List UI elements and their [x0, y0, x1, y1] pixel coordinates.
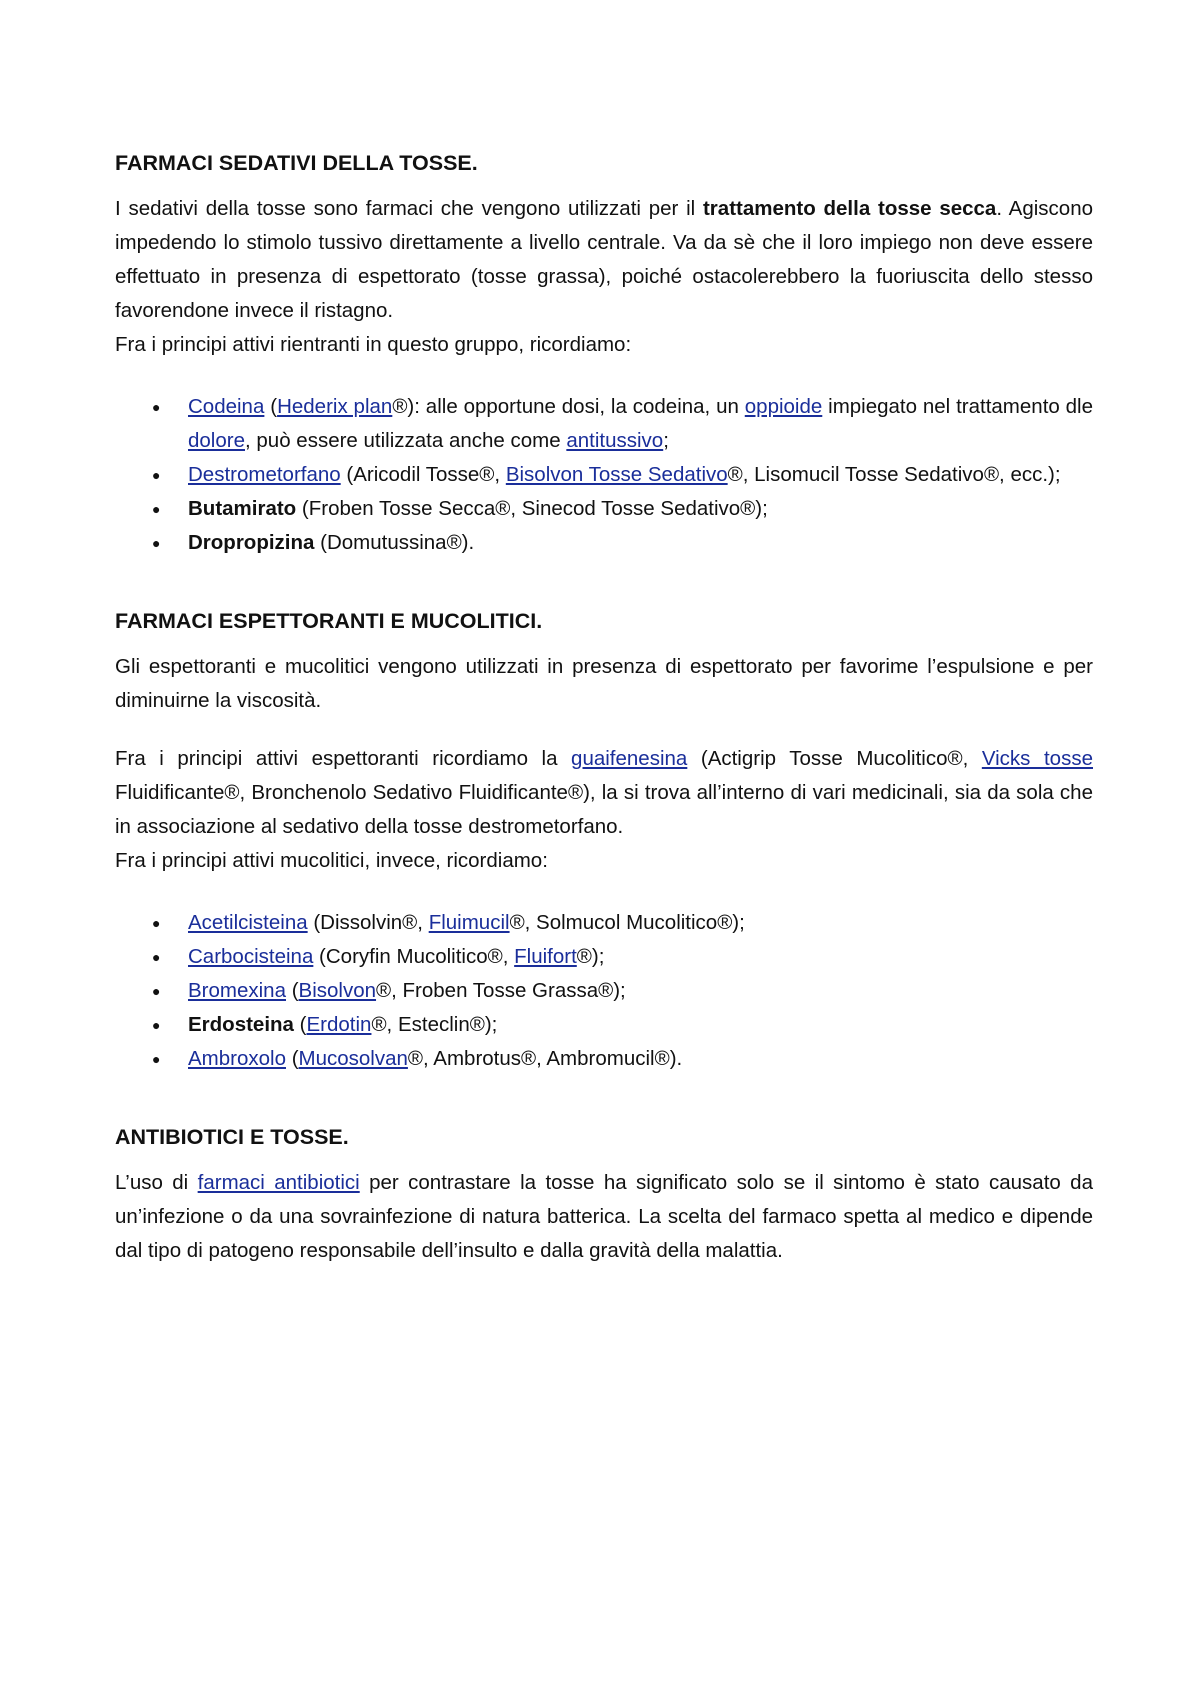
link-vicks-tosse[interactable]: Vicks tosse [981, 747, 1093, 770]
bold-text: trattamento della tosse secca [702, 197, 997, 220]
section-heading: FARMACI SEDATIVI DELLA TOSSE. [115, 151, 478, 175]
text: Fluidificante®, Bronchenolo Sedativo Fluidificante®), la si trova all’interno di vari medicinali, sia da sola che in associazione al sedativo della tosse destrometorfano. [115, 781, 1093, 838]
text: . Agiscono impedendo lo stimolo tussivo direttamente a livello centrale. Va da sè che il loro impiego non deve essere effettuato in presenza di espettorato (tosse grassa), poiché ostacolerebbero la fuoriuscita dello stesso favorendone invece il ristagno. [115, 197, 1093, 322]
bold-text: Dropropizina [188, 531, 315, 554]
bullet-icon: ● [152, 915, 161, 931]
list-item [115, 458, 1093, 492]
text: I sedativi della tosse sono farmaci che vengono utilizzati per il [115, 197, 703, 220]
paragraph: Gli espettoranti e mucolitici vengono utilizzati in presenza di espettorato per favorime l’espulsione e per diminuirne la viscosità. [115, 655, 1093, 712]
bullet-icon: ● [152, 501, 161, 517]
link-guaifenesina[interactable]: guaifenesina [571, 747, 688, 770]
link-bisolvon-tosse-sedativo[interactable]: Bisolvon Tosse Sedativo [505, 463, 728, 486]
section-heading: FARMACI ESPETTORANTI E MUCOLITICI. [115, 609, 543, 633]
bullet-icon: ● [152, 949, 161, 965]
link-farmaci-antibiotici[interactable]: farmaci antibiotici [197, 1171, 360, 1194]
text: ( [264, 395, 278, 418]
text: ( [293, 1013, 307, 1036]
list-item [115, 526, 1093, 560]
text: ( [286, 1047, 299, 1070]
text: L’uso di [115, 1171, 198, 1194]
paragraph: Fra i principi attivi mucolitici, invece, ricordiamo: [115, 849, 548, 872]
text: ®, Solmucol Mucolitico®); [509, 911, 745, 934]
text: ®): alle opportune dosi, la codeina, un [392, 395, 745, 418]
text: ®, Lisomucil Tosse Sedativo®, ecc.); [727, 463, 1061, 486]
paragraph [115, 742, 1093, 844]
text: (Aricodil Tosse®, [340, 463, 506, 486]
list-item [115, 390, 1093, 458]
link-codeina[interactable]: Codeina [188, 395, 265, 418]
link-erdotin[interactable]: Erdotin [306, 1013, 372, 1036]
text: (Actigrip Tosse Mucolitico®, [687, 747, 982, 770]
link-carbocisteina[interactable]: Carbocisteina [188, 945, 314, 968]
link-bromexina[interactable]: Bromexina [188, 979, 286, 1002]
paragraph: Fra i principi attivi rientranti in questo gruppo, ricordiamo: [115, 333, 632, 356]
bold-text: Erdosteina [188, 1013, 294, 1036]
text: , può essere utilizzata anche come [245, 429, 567, 452]
bullet-icon: ● [152, 467, 161, 483]
link-ambroxolo[interactable]: Ambroxolo [188, 1047, 286, 1070]
text: ; [663, 429, 669, 452]
link-hederix-plan[interactable]: Hederix plan [277, 395, 393, 418]
text: impiegato nel trattamento dle [822, 395, 1093, 418]
link-fluimucil[interactable]: Fluimucil [428, 911, 510, 934]
text: per contrastare la tosse ha significato solo se il sintomo è stato causato da un’infezione o da una sovrainfezione di natura batterica. La scelta del farmaco spetta al medico e dipende dal tipo di patogeno responsabile dell’insulto e dalla gravità della malattia. [115, 1171, 1093, 1262]
list-item [115, 906, 1093, 940]
text: ( [286, 979, 299, 1002]
bullet-icon: ● [152, 535, 161, 551]
link-acetilcisteina[interactable]: Acetilcisteina [188, 911, 308, 934]
link-oppioide[interactable]: oppioide [744, 395, 823, 418]
bullet-icon: ● [152, 1051, 161, 1067]
link-bisolvon[interactable]: Bisolvon [298, 979, 377, 1002]
section-heading: ANTIBIOTICI E TOSSE. [115, 1125, 349, 1149]
text: (Coryfin Mucolitico®, [313, 945, 515, 968]
text: Fra i principi attivi espettoranti ricordiamo la [115, 747, 572, 770]
document-page [115, 146, 1093, 1268]
link-antitussivo[interactable]: antitussivo [566, 429, 664, 452]
bullet-icon: ● [152, 399, 161, 415]
paragraph [115, 192, 1093, 328]
bullet-list [115, 906, 1093, 1076]
list-item [115, 1008, 1093, 1042]
text: ®, Froben Tosse Grassa®); [376, 979, 626, 1002]
list-item [115, 940, 1093, 974]
bold-text: Butamirato [188, 497, 297, 520]
text: ®, Esteclin®); [371, 1013, 498, 1036]
bullet-list [115, 390, 1093, 560]
bullet-icon: ● [152, 1017, 161, 1033]
link-dolore[interactable]: dolore [188, 429, 245, 452]
link-fluifort[interactable]: Fluifort [514, 945, 577, 968]
text: (Domutussina®). [314, 531, 475, 554]
text: ®); [576, 945, 605, 968]
list-item [115, 1042, 1093, 1076]
link-mucosolvan[interactable]: Mucosolvan [298, 1047, 408, 1070]
paragraph [115, 1166, 1093, 1268]
list-item [115, 974, 1093, 1008]
text: ®, Ambrotus®, Ambromucil®). [407, 1047, 683, 1070]
text: (Dissolvin®, [307, 911, 429, 934]
bullet-icon: ● [152, 983, 161, 999]
text: (Froben Tosse Secca®, Sinecod Tosse Sedativo®); [296, 497, 768, 520]
link-destrometorfano[interactable]: Destrometorfano [188, 463, 341, 486]
list-item [115, 492, 1093, 526]
